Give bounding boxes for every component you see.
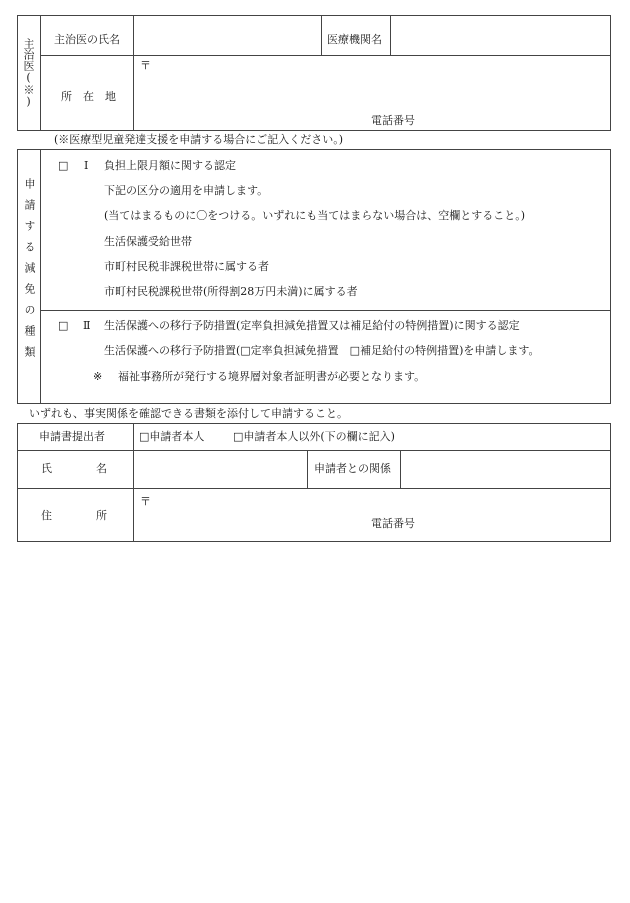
section1-line1: 下記の区分の適用を申請します。 [104,184,269,197]
doctor-phone-label: 電話番号 [371,114,415,127]
section1-option-1[interactable]: 生活保護受給世帯 [104,235,192,248]
submitter-name-label: 氏 名 [41,462,107,475]
section2-line1: 生活保護への移行予防措置(□定率負担減免措置 □補足給付の特例措置)を申請します。 [104,344,540,357]
submitter-option-other[interactable]: □申請者本人以外(下の欄に記入) [233,430,395,443]
doctor-note: (※医療型児童発達支援を申請する場合にご記入ください。) [54,133,344,146]
section2-numeral: Ⅱ [83,319,91,332]
institution-label: 医療機関名 [327,33,382,46]
submitter-postal-mark: 〒 [140,495,151,508]
section2-checkbox[interactable]: □ [58,319,69,332]
section2-note: 福祉事務所が発行する境界層対象者証明書が必要となります。 [118,370,426,383]
section1-title: 負担上限月額に関する認定 [104,159,236,172]
doctor-side-label: 主治医(※) [22,38,35,108]
submitter-phone-label: 電話番号 [371,517,415,530]
reduction-side-label: 申請する減免の種類 [23,178,36,367]
submitter-name-field[interactable] [134,451,306,487]
relation-field[interactable] [401,451,610,487]
institution-field[interactable] [391,16,610,54]
submitter-option-self[interactable]: □申請者本人 [139,430,205,443]
section2-note-mark: ※ [93,370,103,383]
relation-label: 申請者との関係 [314,462,391,475]
attach-note: いずれも、事実関係を確認できる書類を添付して申請すること。 [29,407,348,420]
doctor-address-label: 所 在 地 [61,90,116,103]
section1-line2: (当てはまるものに〇をつける。いずれにも当てはまらない場合は、空欄とすること。) [104,209,526,222]
doctor-name-field[interactable] [134,16,320,54]
section1-option-3[interactable]: 市町村民税課税世帯(所得割28万円未満)に属する者 [104,285,358,298]
section1-numeral: Ⅰ [84,159,89,172]
section1-checkbox[interactable]: □ [58,159,69,172]
submitter-label: 申請書提出者 [39,430,105,443]
submitter-address-label: 住 所 [41,509,107,522]
doctor-postal-mark: 〒 [140,59,151,72]
doctor-name-label: 主治医の氏名 [54,33,120,46]
doctor-address-field[interactable] [134,74,610,110]
section1-option-2[interactable]: 市町村民税非課税世帯に属する者 [104,260,269,273]
section2-title: 生活保護への移行予防措置(定率負担減免措置又は補足給付の特例措置)に関する認定 [104,319,520,332]
